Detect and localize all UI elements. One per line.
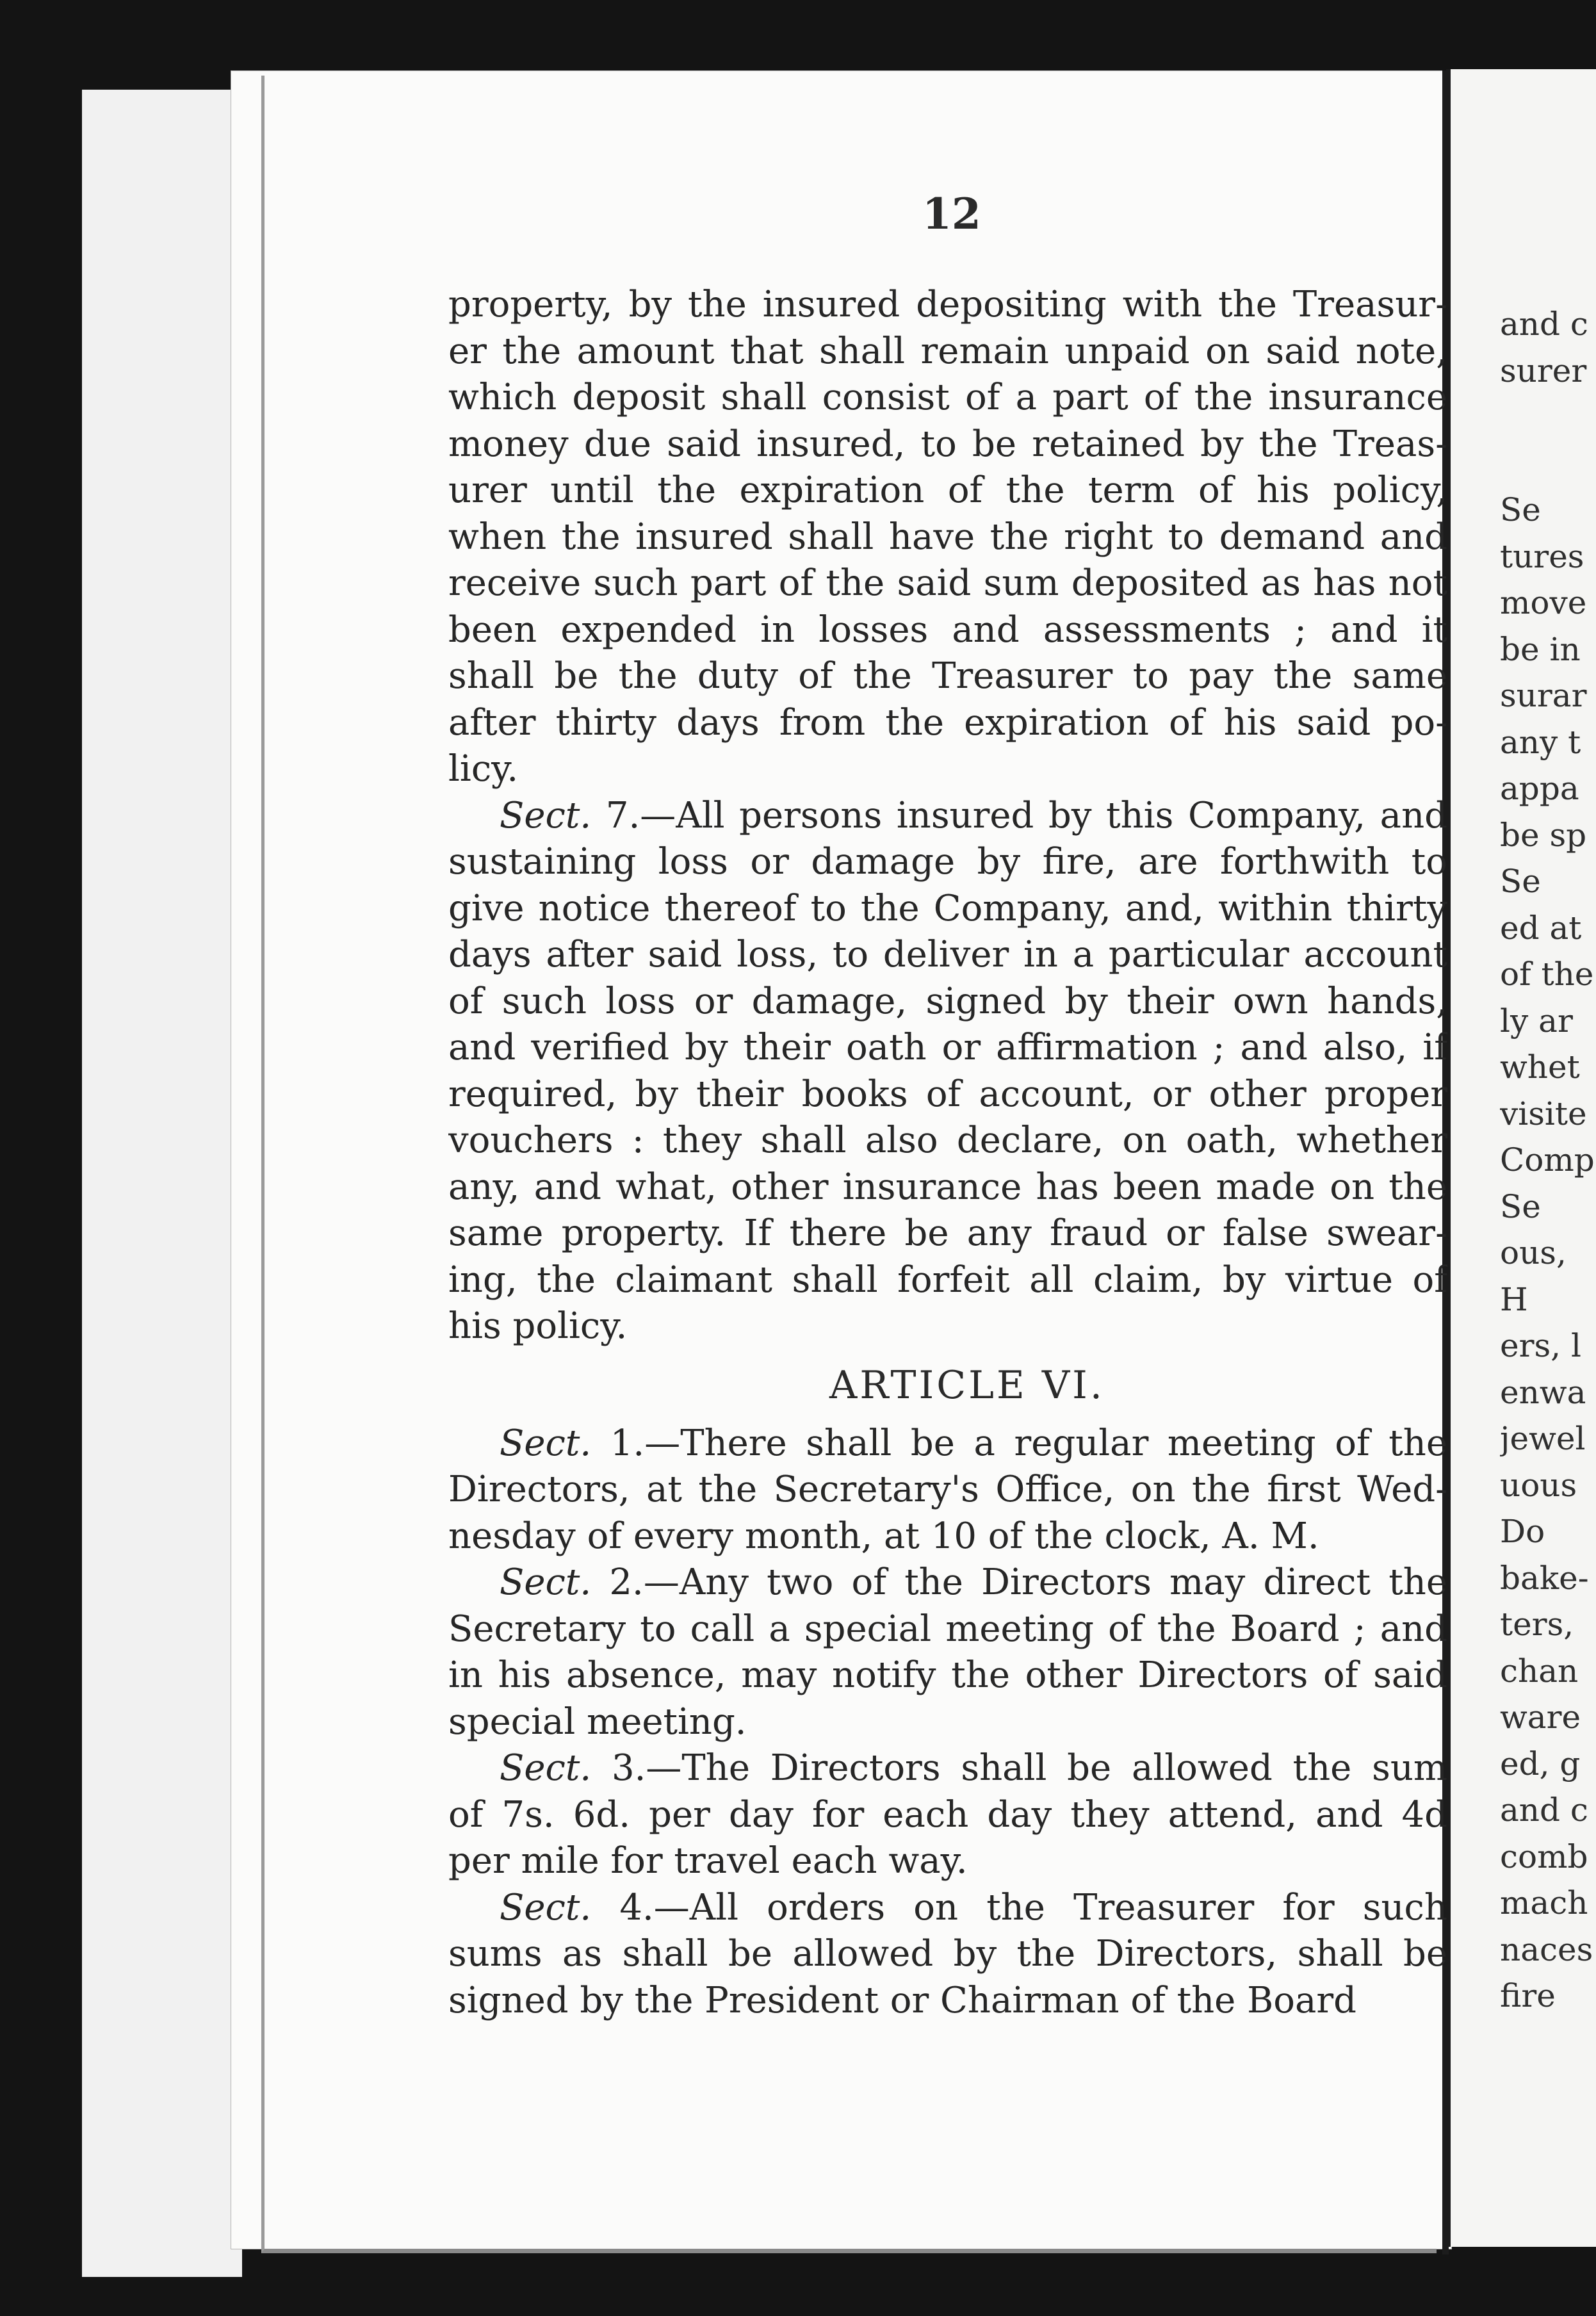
fragment-line: ers, l [1500, 1327, 1581, 1364]
section-label: Sect. [500, 1747, 592, 1789]
fragment-line: H [1500, 1280, 1528, 1318]
text-line: days after said loss, to deliver in a particular account [448, 934, 1447, 975]
section-label: Sect. [500, 1562, 592, 1603]
fragment-line: comb [1500, 1838, 1588, 1875]
fragment-line: appa [1500, 770, 1579, 807]
fragment-line: Se [1500, 1187, 1541, 1225]
fragment-line: ed at [1500, 909, 1582, 947]
section-first-line [448, 1745, 1447, 1792]
text-line: ing, the claimant shall forfeit all claim, by virtue of [448, 1259, 1447, 1301]
text-line: Secretary to call a special meeting of the Board ; and [448, 1608, 1447, 1650]
fragment-line: Comp [1500, 1141, 1595, 1178]
fragment-line: surer [1500, 352, 1587, 389]
fragment-line: bake- [1500, 1559, 1589, 1597]
fragment-line: uous [1500, 1466, 1577, 1504]
fragment-line [1500, 394, 1596, 487]
fragment-line: chan [1500, 1652, 1579, 1690]
text-line: of 7s. 6d. per day for each day they attend, and 4d [448, 1793, 1447, 1836]
section-first-line [448, 1421, 1447, 1467]
text-line: give notice thereof to the Company, and, within thirty [448, 887, 1447, 929]
text-line: of such loss or damage, signed by their own hands, [448, 980, 1447, 1022]
text-line: shall be the duty of the Treasurer to pay the same [448, 655, 1447, 697]
background-sheet [82, 90, 242, 2277]
fragment-line: fire [1500, 1977, 1556, 2014]
text-line: 2.—Any two of the Directors may direct the [609, 1562, 1447, 1603]
fragment-line: tures [1500, 537, 1584, 575]
text-line: in his absence, may notify the other Directors of said [448, 1654, 1447, 1696]
text-line: 3.—The Directors shall be allowed the sum [611, 1747, 1447, 1789]
text-line: 1.—There shall be a regular meeting of the [610, 1422, 1447, 1464]
section-first-line [448, 1885, 1447, 1932]
section-label: Sect. [500, 1886, 592, 1929]
fragment-line: mach [1500, 1884, 1588, 1921]
text-line: Directors, at the Secretary's Office, on the first Wed- [448, 1469, 1447, 1510]
text-line: sums as shall be allowed by the Directors, shall be [448, 1933, 1447, 1975]
fragment-line: of the [1500, 956, 1594, 993]
text-line: er the amount that shall remain unpaid on said note, [448, 330, 1447, 372]
fragment-line: and c [1500, 1791, 1588, 1829]
text-line: vouchers : they shall also declare, on oath, whether [448, 1120, 1447, 1161]
fragment-line: ous, [1500, 1234, 1567, 1271]
fragment-line: whet [1500, 1048, 1580, 1086]
left-page-text [448, 282, 1447, 2024]
section-label: Sect. [500, 794, 592, 836]
text-line: which deposit shall consist of a part of the insurance [448, 377, 1447, 418]
text-line: nesday of every month, at 10 of the clock, A. M. [448, 1515, 1319, 1557]
fragment-line: Do [1500, 1513, 1545, 1550]
fragment-line: be in [1500, 630, 1581, 668]
text-line: been expended in losses and assessments ; and it [448, 608, 1447, 651]
text-line: licy. [448, 748, 519, 790]
section-first-line [448, 793, 1447, 840]
fragment-line: move [1500, 584, 1587, 621]
text-line: required, by their books of account, or other proper [448, 1073, 1447, 1115]
text-line: after thirty days from the expiration of his said po- [448, 701, 1447, 744]
text-line: per mile for travel each way. [448, 1840, 968, 1882]
text-line: 7.—All persons insured by this Company, and [605, 794, 1447, 836]
text-line: 4.—All orders on the Treasurer for such [619, 1886, 1447, 1929]
fragment-line: be sp [1500, 816, 1587, 854]
fragment-line: enwa [1500, 1373, 1586, 1411]
section-label: Sect. [500, 1422, 592, 1464]
fragment-line: jewel [1500, 1420, 1586, 1457]
text-line: sustaining loss or damage by fire, are forthwith to [448, 841, 1447, 883]
fragment-line: naces [1500, 1930, 1593, 1968]
text-line: signed by the President or Chairman of the Board [448, 1979, 1356, 2021]
fragment-line: Se [1500, 491, 1541, 528]
text-line: urer until the expiration of the term of his policy, [448, 469, 1447, 511]
text-line: money due said insured, to be retained by the Treas- [448, 423, 1447, 465]
fragment-line: ly ar [1500, 1002, 1573, 1040]
text-line: special meeting. [448, 1700, 747, 1743]
fragment-line: ed, g [1500, 1745, 1581, 1782]
right-page-text [1500, 301, 1596, 2019]
text-line: when the insured shall have the right to demand and [448, 516, 1447, 558]
text-line: property, by the insured depositing with the Treasur- [448, 284, 1447, 325]
fragment-line: ters, [1500, 1606, 1574, 1643]
fragment-line: Se [1500, 863, 1541, 900]
text-line: any, and what, other insurance has been made on the [448, 1166, 1447, 1208]
page-number: 12 [922, 189, 981, 239]
fragment-line: surar [1500, 677, 1587, 714]
fragment-line: any t [1500, 723, 1581, 761]
fragment-line: and c [1500, 306, 1588, 343]
fragment-line: visite [1500, 1095, 1587, 1132]
text-line: and verified by their oath or affirmation ; and also, if [448, 1027, 1447, 1068]
article-heading: ARTICLE VI. [829, 1362, 1105, 1408]
text-line: his policy. [448, 1305, 628, 1347]
section-first-line [448, 1560, 1447, 1606]
text-line: same property. If there be any fraud or false swear- [448, 1212, 1447, 1254]
fragment-line: ware [1500, 1699, 1581, 1736]
text-line: receive such part of the said sum deposited as has not [448, 562, 1447, 604]
